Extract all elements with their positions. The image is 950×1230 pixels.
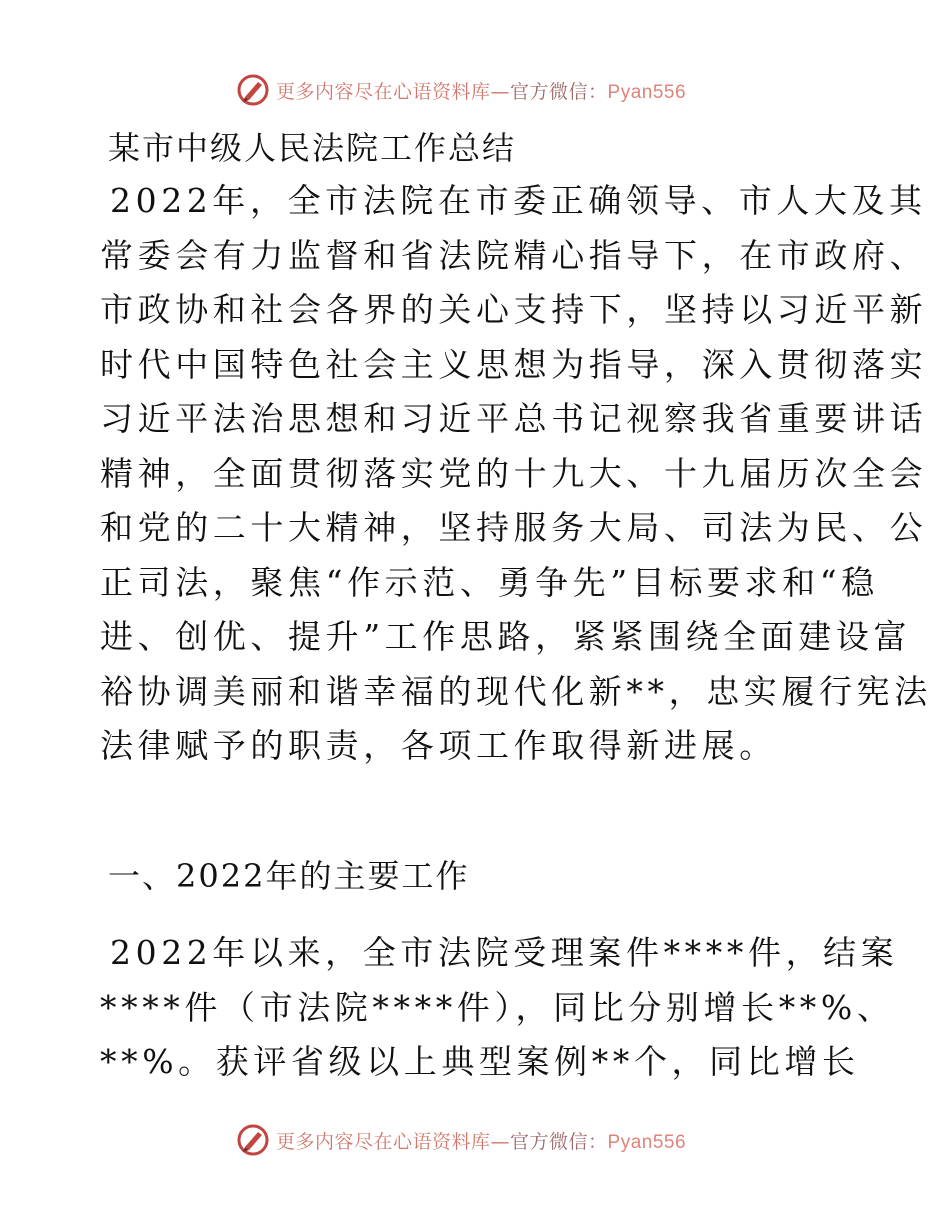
document-title: 某市中级人民法院工作总结 bbox=[108, 129, 517, 167]
paragraph-line: 时代中国特色社会主义思想为指导，深入贯彻落实 bbox=[100, 344, 928, 384]
paragraph-line: 和党的二十大精神，坚持服务大局、司法为民、公 bbox=[100, 508, 928, 547]
paragraph-line: **%。获评省级以上典型案例**个，同比增长 bbox=[100, 1042, 860, 1081]
paragraph-line: 正司法，聚焦“作示范、勇争先”目标要求和“稳 bbox=[100, 562, 879, 602]
section-paragraph bbox=[100, 926, 899, 1090]
paragraph-line: 常委会有力监督和省法院精心指导下，在市政府、 bbox=[100, 235, 928, 275]
paragraph-line: 法律赋予的职责，各项工作取得新进展。 bbox=[100, 726, 777, 765]
watermark-header bbox=[236, 72, 686, 108]
paragraph-line: 2022年，全市法院在市委正确领导、市人大及其 bbox=[110, 181, 927, 220]
pen-logo-icon bbox=[236, 73, 270, 107]
paragraph-line: 市政协和社会各界的关心支持下，坚持以习近平新 bbox=[100, 290, 928, 329]
watermark-weixin-label: 官方微信： bbox=[510, 1130, 608, 1153]
watermark-dash: — bbox=[490, 80, 511, 103]
paragraph-line: ****件（市法院****件），同比分别增长**%、 bbox=[100, 987, 895, 1027]
watermark-slogan: 更多内容尽在心语资料库 bbox=[276, 1130, 491, 1153]
watermark-weixin-label: 官方微信： bbox=[510, 80, 608, 103]
watermark-id: Pyan556 bbox=[607, 1131, 687, 1153]
paragraph-line: 进、创优、提升”工作思路，紧紧围绕全面建设富 bbox=[100, 617, 912, 656]
paragraph-line: 精神，全面贯彻落实党的十九大、十九届历次全会 bbox=[100, 453, 928, 493]
watermark-slogan: 更多内容尽在心语资料库 bbox=[276, 80, 491, 103]
watermark-dash: — bbox=[490, 1130, 511, 1153]
section-heading: 一、2022年的主要工作 bbox=[108, 857, 470, 895]
watermark-text bbox=[276, 77, 686, 104]
pen-logo-icon bbox=[236, 1123, 270, 1157]
paragraph-line: 裕协调美丽和谐幸福的现代化新**，忠实履行宪法 bbox=[100, 671, 932, 711]
paragraph-line: 习近平法治思想和习近平总书记视察我省重要讲话 bbox=[100, 399, 928, 438]
paragraph-line: 2022年以来，全市法院受理案件****件，结案 bbox=[110, 933, 899, 972]
watermark-footer bbox=[236, 1122, 686, 1158]
intro-paragraph bbox=[100, 174, 932, 774]
watermark-text bbox=[276, 1127, 686, 1154]
watermark-id: Pyan556 bbox=[607, 81, 687, 103]
